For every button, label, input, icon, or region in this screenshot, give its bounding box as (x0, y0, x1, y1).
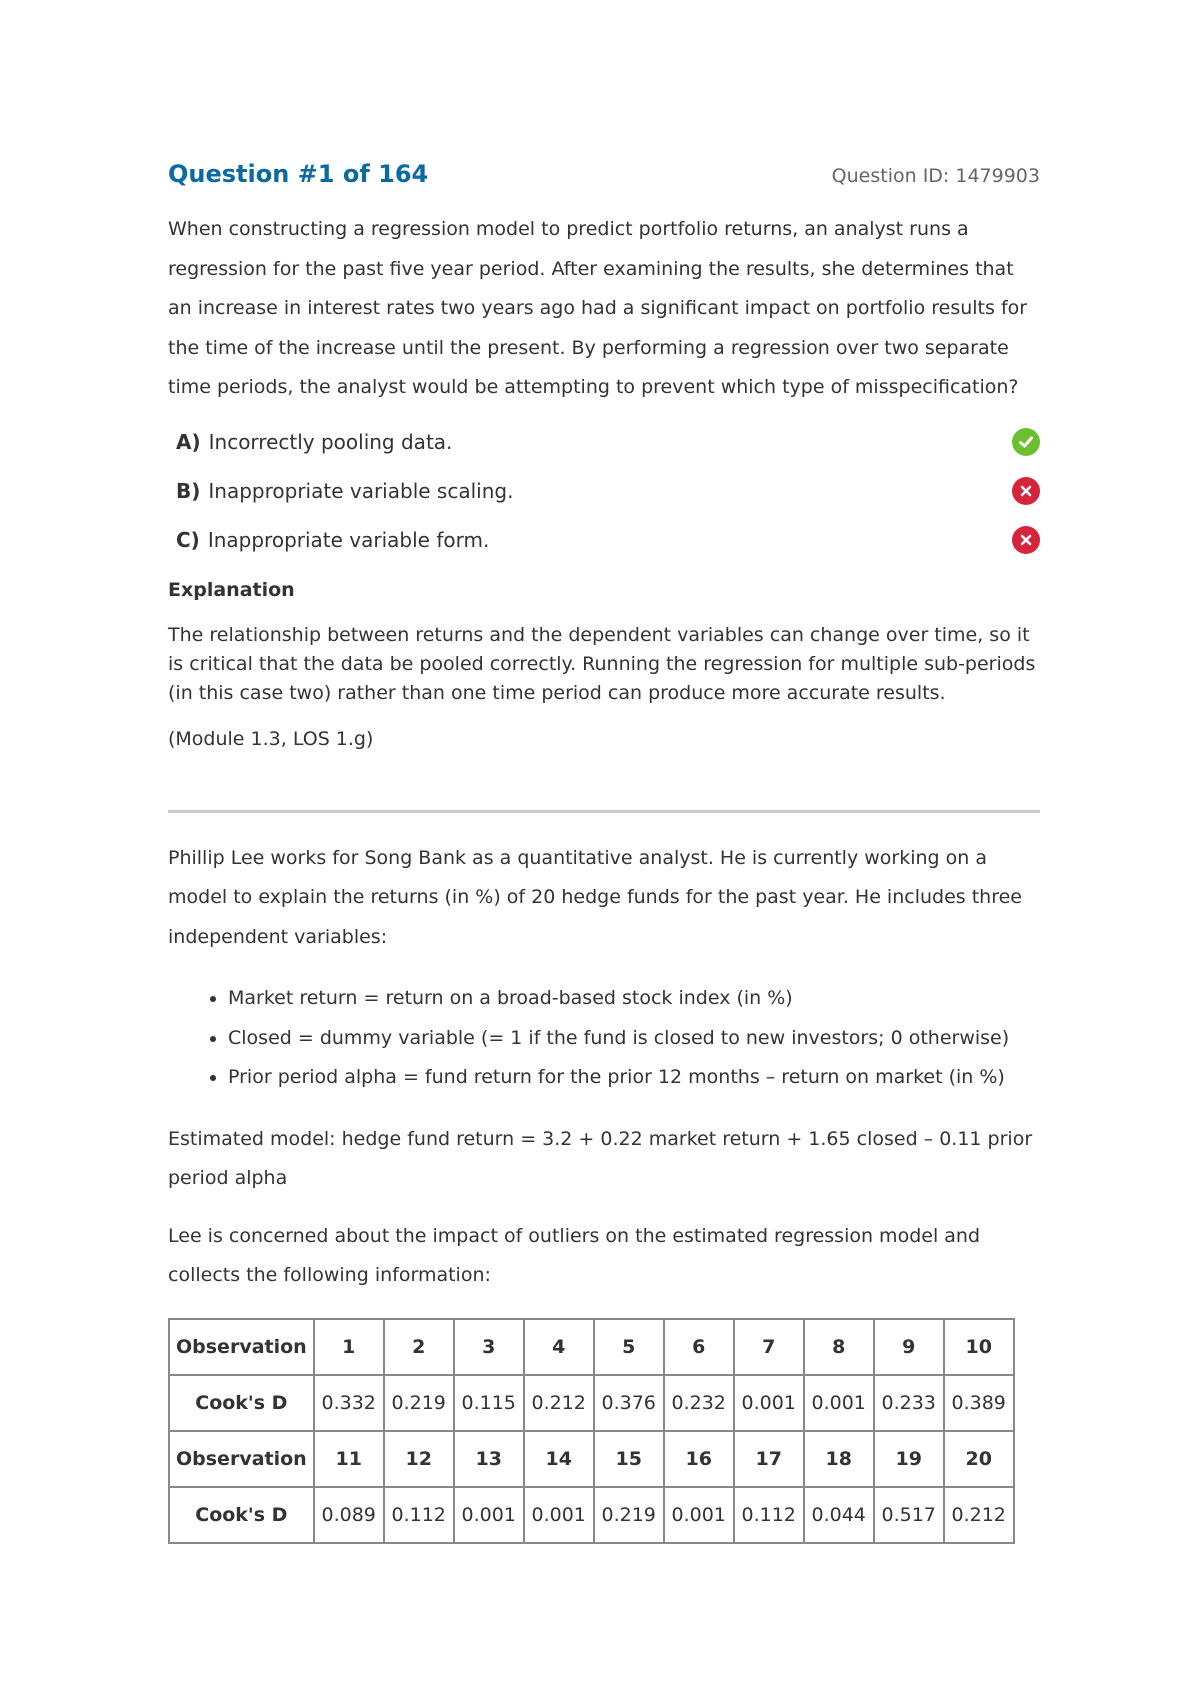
observation-number: 19 (874, 1431, 944, 1487)
table-row (169, 1319, 1014, 1375)
observation-number: 11 (314, 1431, 384, 1487)
cooks-d-label: Cook's D (169, 1487, 314, 1543)
observation-label: Observation (169, 1431, 314, 1487)
choice-a[interactable] (168, 418, 1040, 467)
cooks-d-value: 0.001 (734, 1375, 804, 1431)
cooks-d-value: 0.001 (454, 1487, 524, 1543)
observation-number: 3 (454, 1319, 524, 1375)
observation-number: 5 (594, 1319, 664, 1375)
cooks-d-value: 0.517 (874, 1487, 944, 1543)
choice-letter: B) (176, 479, 201, 503)
observation-number: 2 (384, 1319, 454, 1375)
observation-number: 12 (384, 1431, 454, 1487)
explanation-text: The relationship between returns and the dependent variables can change over time, so it is critical that the data be pooled correctly. Running the regression for multiple sub-periods (in this case two) rather than one time period can produce more accurate results. (168, 623, 1036, 704)
x-icon (1012, 477, 1040, 505)
observation-number: 1 (314, 1319, 384, 1375)
choice-letter: C) (176, 528, 200, 552)
question-id: Question ID: 1479903 (831, 165, 1040, 187)
cooks-d-value: 0.332 (314, 1375, 384, 1431)
observation-number: 10 (944, 1319, 1014, 1375)
observation-number: 18 (804, 1431, 874, 1487)
observation-number: 15 (594, 1431, 664, 1487)
module-reference: (Module 1.3, LOS 1.g) (168, 727, 374, 750)
question-header (168, 160, 1040, 188)
table-row (169, 1375, 1014, 1431)
question-title: Question #1 of 164 (168, 160, 429, 188)
choice-text: Incorrectly pooling data. (208, 430, 453, 454)
list-item: • Closed = dummy variable (= 1 if the fund is closed to new investors; 0 otherwise) (228, 1019, 1040, 1059)
cooks-d-value: 0.089 (314, 1487, 384, 1543)
table-row (169, 1487, 1014, 1543)
cooks-d-value: 0.376 (594, 1375, 664, 1431)
cooks-d-value: 0.212 (944, 1487, 1014, 1543)
list-item: • Prior period alpha = fund return for the prior 12 months – return on market (in %) (228, 1058, 1040, 1098)
observation-number: 13 (454, 1431, 524, 1487)
cooks-d-table (168, 1318, 1015, 1544)
cooks-d-value: 0.115 (454, 1375, 524, 1431)
list-item: • Market return = return on a broad-based stock index (in %) (228, 979, 1040, 1019)
choice-b[interactable] (168, 467, 1040, 516)
section-divider (168, 810, 1040, 813)
explanation-heading: Explanation (168, 578, 295, 601)
cooks-d-value: 0.232 (664, 1375, 734, 1431)
cooks-d-value: 0.044 (804, 1487, 874, 1543)
cooks-d-value: 0.001 (524, 1487, 594, 1543)
cooks-d-value: 0.212 (524, 1375, 594, 1431)
observation-number: 14 (524, 1431, 594, 1487)
cooks-d-value: 0.001 (804, 1375, 874, 1431)
question-text: When constructing a regression model to predict portfolio returns, an analyst runs a regression for the past five year period. After examining the results, she determines that an increase in interest rates two years ago had a significant impact on portfolio results for the time of the increase until the present. By performing a regression over two separate time periods, the analyst would be attempting to prevent which type of misspecification? (168, 218, 1028, 398)
observation-number: 9 (874, 1319, 944, 1375)
observation-number: 16 (664, 1431, 734, 1487)
variable-list (168, 979, 1040, 1098)
cooks-d-value: 0.112 (734, 1487, 804, 1543)
cooks-d-value: 0.219 (384, 1375, 454, 1431)
observation-number: 4 (524, 1319, 594, 1375)
observation-number: 17 (734, 1431, 804, 1487)
choice-letter: A) (176, 430, 201, 454)
cooks-d-value: 0.219 (594, 1487, 664, 1543)
observation-number: 8 (804, 1319, 874, 1375)
vignette-intro: Phillip Lee works for Song Bank as a quantitative analyst. He is currently working on a model to explain the returns (in %) of 20 hedge funds for the past year. He includes three independent variables: (168, 846, 1022, 948)
choice-text: Inappropriate variable scaling. (208, 479, 514, 503)
observation-number: 20 (944, 1431, 1014, 1487)
estimated-model: Estimated model: hedge fund return = 3.2 + 0.22 market return + 1.65 closed – 0.11 prior period alpha (168, 1127, 1033, 1189)
x-icon (1012, 526, 1040, 554)
cooks-d-value: 0.001 (664, 1487, 734, 1543)
choice-text: Inappropriate variable form. (207, 528, 490, 552)
table-row (169, 1431, 1014, 1487)
observation-label: Observation (169, 1319, 314, 1375)
cooks-d-label: Cook's D (169, 1375, 314, 1431)
choice-c[interactable] (168, 516, 1040, 565)
observation-number: 6 (664, 1319, 734, 1375)
answer-choices (168, 418, 1040, 565)
cooks-d-value: 0.112 (384, 1487, 454, 1543)
check-icon (1012, 428, 1040, 456)
outlier-concern: Lee is concerned about the impact of outliers on the estimated regression model and collects the following information: (168, 1224, 981, 1286)
cooks-d-value: 0.389 (944, 1375, 1014, 1431)
cooks-d-value: 0.233 (874, 1375, 944, 1431)
observation-number: 7 (734, 1319, 804, 1375)
question-page (168, 160, 1040, 1544)
